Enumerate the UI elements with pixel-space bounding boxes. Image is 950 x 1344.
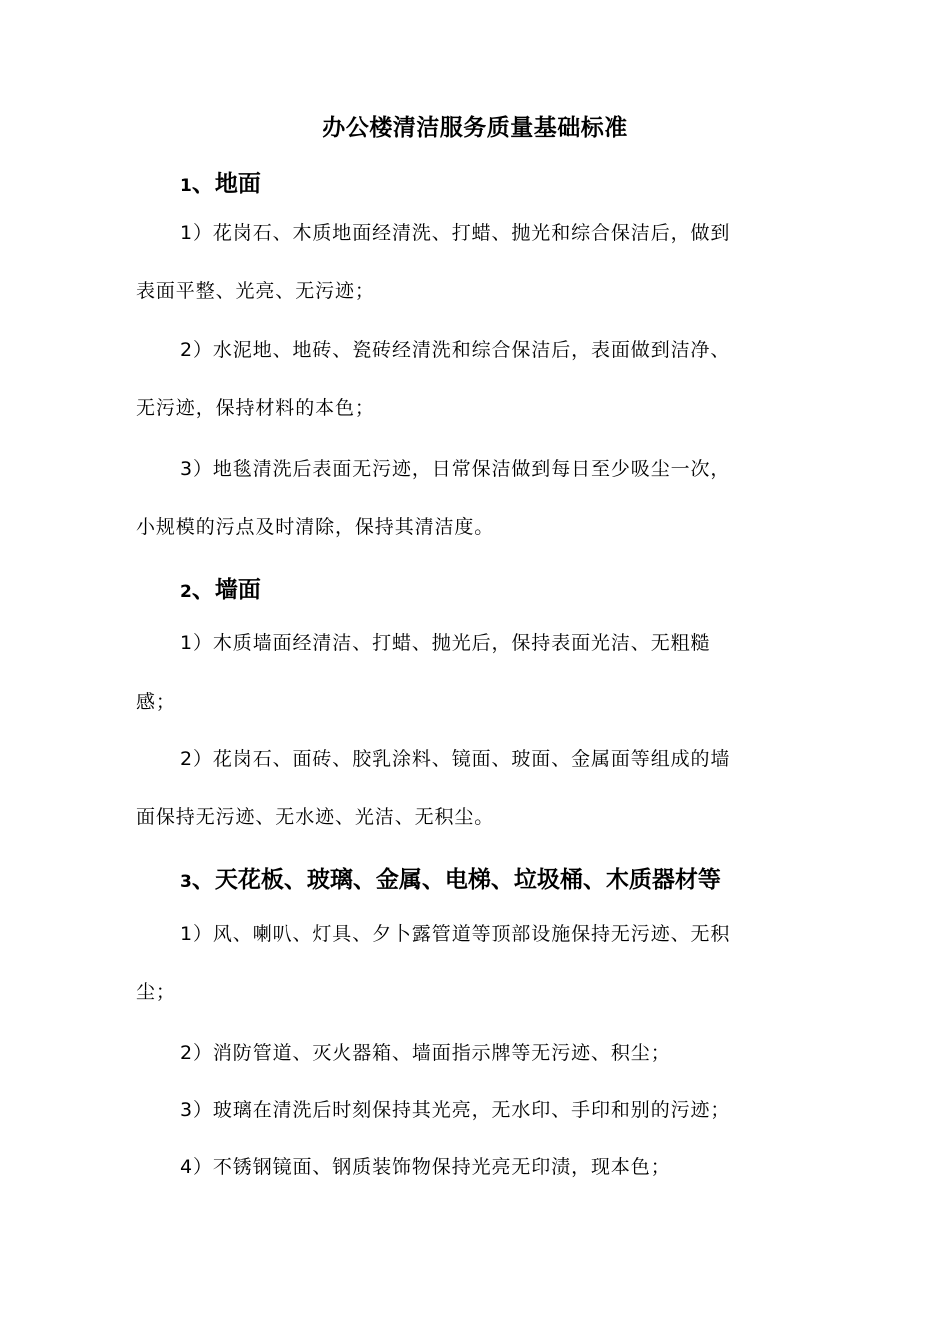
section-number: 2 xyxy=(180,582,192,602)
section-number: 3 xyxy=(180,872,192,892)
paragraph-line: 3）玻璃在清洗后时刻保持其光亮，无水印、手印和别的污迹； xyxy=(180,1099,731,1121)
section-heading-2 xyxy=(180,574,261,608)
paragraph-line: 1）风、喇叭、灯具、夕卜露管道等顶部设施保持无污迹、无积 xyxy=(180,923,731,945)
section-heading-text: 地面 xyxy=(214,171,261,197)
section-heading-sep: 、 xyxy=(191,577,215,603)
section-number: 1 xyxy=(180,176,192,196)
document-title: 办公楼清洁服务质量基础标准 xyxy=(322,115,628,141)
paragraph-line: 4）不锈钢镜面、钢质装饰物保持光亮无印渍，现本色； xyxy=(180,1156,671,1178)
paragraph-line: 2）花岗石、面砖、胶乳涂料、镜面、玻面、金属面等组成的墙 xyxy=(180,748,731,770)
section-heading-text: 天花板、玻璃、金属、电梯、垃圾桶、木质器材等 xyxy=(214,867,721,893)
paragraph-line: 无污迹，保持材料的本色； xyxy=(136,397,375,419)
paragraph-line: 1）木质墙面经清洁、打蜡、抛光后，保持表面光洁、无粗糙 xyxy=(180,632,711,654)
paragraph-line: 2）消防管道、灭火器箱、墙面指示牌等无污迹、积尘； xyxy=(180,1042,671,1064)
paragraph-line: 感； xyxy=(136,691,176,713)
section-heading-sep: 、 xyxy=(191,171,215,197)
section-heading-1 xyxy=(180,168,261,202)
section-heading-text: 墙面 xyxy=(214,577,261,603)
paragraph-line: 1）花岗石、木质地面经清洗、打蜡、抛光和综合保洁后，做到 xyxy=(180,222,731,244)
paragraph-line: 3）地毯清洗后表面无污迹，日常保洁做到每日至少吸尘一次， xyxy=(180,458,731,480)
paragraph-line: 小规模的污点及时清除，保持其清洁度。 xyxy=(136,516,495,538)
section-heading-3 xyxy=(180,864,721,898)
paragraph-line: 尘； xyxy=(136,981,176,1003)
paragraph-line: 2）水泥地、地砖、瓷砖经清洗和综合保洁后，表面做到洁净、 xyxy=(180,339,731,361)
section-heading-sep: 、 xyxy=(191,867,215,893)
paragraph-line: 表面平整、光亮、无污迹； xyxy=(136,280,375,302)
paragraph-line: 面保持无污迹、无水迹、光洁、无积尘。 xyxy=(136,806,495,828)
